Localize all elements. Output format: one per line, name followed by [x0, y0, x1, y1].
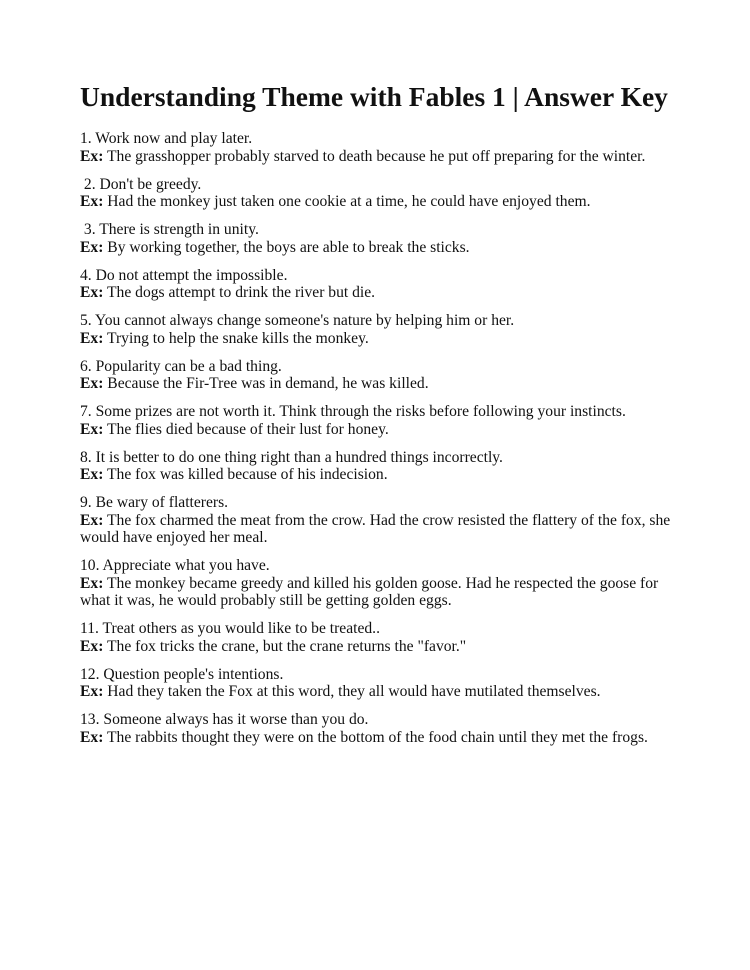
example-text: The fox was killed because of his indecision. — [107, 466, 388, 483]
answer-item-12 — [80, 666, 680, 701]
theme-statement — [80, 130, 680, 148]
example-label: Ex: — [80, 147, 104, 165]
example-statement — [80, 330, 680, 348]
theme-text: 10. Appreciate what you have. — [80, 557, 270, 574]
answer-item-7 — [80, 403, 680, 438]
answer-item-2 — [80, 176, 680, 211]
answer-item-5 — [80, 312, 680, 347]
theme-statement — [80, 358, 680, 376]
answer-item-4 — [80, 267, 680, 302]
example-text: The grasshopper probably starved to death because he put off preparing for the winter. — [107, 147, 646, 165]
example-label: Ex: — [80, 728, 104, 746]
example-label: Ex: — [80, 238, 104, 256]
answer-item-13 — [80, 711, 680, 746]
theme-text: 8. It is better to do one thing right than a hundred things incorrectly. — [80, 448, 503, 466]
example-statement — [80, 512, 680, 547]
theme-text: 12. Question people's intentions. — [80, 665, 284, 683]
example-statement — [80, 421, 680, 439]
answer-item-11 — [80, 620, 680, 655]
theme-text: 13. Someone always has it worse than you do. — [80, 711, 369, 728]
answer-item-10 — [80, 557, 680, 610]
example-statement — [80, 284, 680, 302]
answer-item-3 — [80, 221, 680, 256]
example-label: Ex: — [80, 193, 104, 210]
theme-text: 3. There is strength in unity. — [80, 221, 259, 238]
example-statement — [80, 729, 680, 747]
theme-statement — [80, 221, 680, 239]
theme-text: 4. Do not attempt the impossible. — [80, 266, 288, 284]
theme-statement — [80, 666, 680, 684]
answer-item-6 — [80, 358, 680, 393]
example-text: Because the Fir-Tree was in demand, he was killed. — [107, 375, 429, 392]
example-text: The flies died because of their lust for honey. — [107, 420, 389, 438]
answer-list — [80, 130, 680, 757]
example-label: Ex: — [80, 420, 104, 438]
example-text: The rabbits thought they were on the bottom of the food chain until they met the frogs. — [107, 728, 648, 746]
example-label: Ex: — [80, 511, 104, 529]
example-text: The fox charmed the meat from the crow. Had the crow resisted the flattery of the fox, she would have enjoyed her meal. — [80, 511, 671, 546]
page-title: Understanding Theme with Fables 1 | Answer Key — [80, 81, 668, 112]
example-text: Had the monkey just taken one cookie at a time, he could have enjoyed them. — [107, 193, 591, 210]
answer-item-1 — [80, 130, 680, 165]
theme-statement — [80, 403, 680, 421]
example-statement — [80, 683, 680, 701]
example-statement — [80, 638, 680, 656]
example-statement — [80, 375, 680, 393]
example-label: Ex: — [80, 284, 104, 301]
example-text: The dogs attempt to drink the river but die. — [107, 284, 376, 301]
example-label: Ex: — [80, 574, 104, 592]
example-statement — [80, 193, 680, 211]
theme-statement — [80, 176, 680, 194]
theme-text: 2. Don't be greedy. — [80, 175, 202, 193]
theme-text: 6. Popularity can be a bad thing. — [80, 357, 282, 375]
example-text: Had they taken the Fox at this word, they all would have mutilated themselves. — [107, 683, 601, 700]
theme-statement — [80, 557, 680, 575]
theme-statement — [80, 267, 680, 285]
example-label: Ex: — [80, 329, 104, 347]
example-label: Ex: — [80, 466, 104, 483]
example-statement — [80, 239, 680, 257]
theme-statement — [80, 449, 680, 467]
theme-text: 7. Some prizes are not worth it. Think through the risks before following your instincts. — [80, 403, 626, 420]
example-statement — [80, 466, 680, 484]
theme-statement — [80, 711, 680, 729]
example-statement — [80, 148, 680, 166]
theme-text: 9. Be wary of flatterers. — [80, 494, 229, 511]
example-label: Ex: — [80, 683, 104, 700]
example-text: By working together, the boys are able to break the sticks. — [107, 238, 470, 256]
theme-text: 1. Work now and play later. — [80, 130, 253, 147]
example-text: The monkey became greedy and killed his golden goose. Had he respected the goose for what it was, he would probably still be getting golden eggs. — [80, 574, 659, 609]
answer-item-9 — [80, 494, 680, 547]
theme-statement — [80, 620, 680, 638]
theme-statement — [80, 312, 680, 330]
example-label: Ex: — [80, 375, 104, 392]
answer-item-8 — [80, 449, 680, 484]
example-label: Ex: — [80, 637, 104, 655]
theme-text: 11. Treat others as you would like to be treated.. — [80, 620, 380, 637]
example-text: The fox tricks the crane, but the crane returns the "favor." — [107, 637, 467, 655]
example-text: Trying to help the snake kills the monkey. — [107, 329, 369, 347]
theme-text: 5. You cannot always change someone's nature by helping him or her. — [80, 312, 515, 329]
example-statement — [80, 575, 680, 610]
theme-statement — [80, 494, 680, 512]
